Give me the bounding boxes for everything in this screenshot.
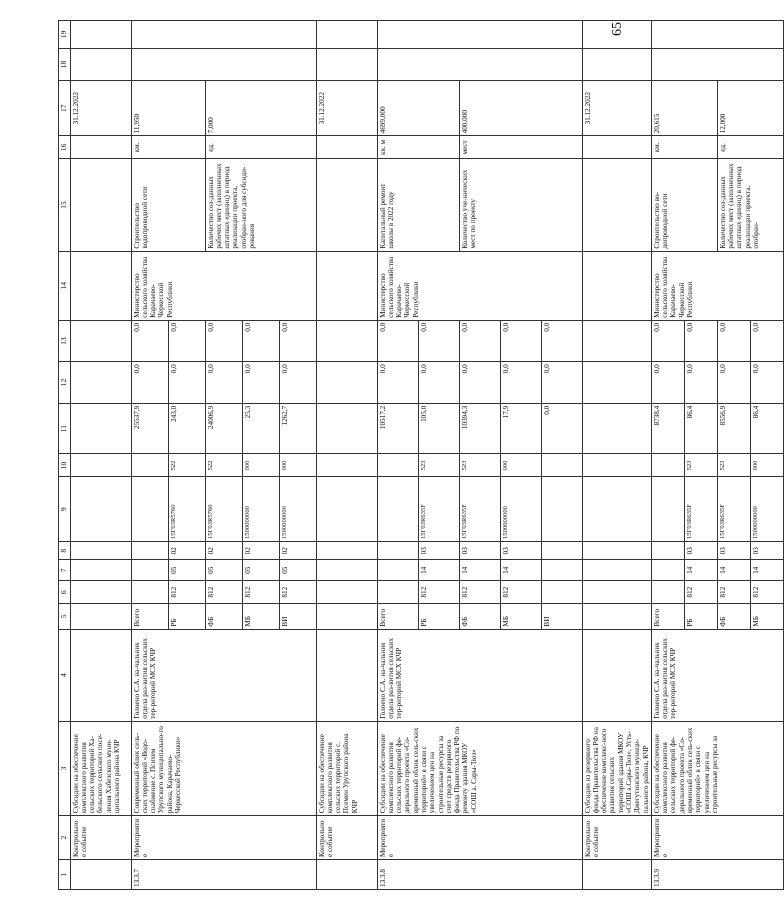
target-code-cell: 15Г03R635F (717, 477, 750, 542)
measure-description-cell: Субсидии на обеспечение комплексного развития сельских территорий фе-дерального проекта «Со-временный облик сель-ских территорий» в связи с увеличением цен на строительные ресурсы за счет средств резервного фонда Правительства РФ по ремонту здания МКОУ «СОШ а. Сары-Тюз» (377, 721, 582, 816)
empty-cell (70, 454, 131, 477)
ministry-cell: Министерство сельского хозяйства Карачаево-Черкесской Республики (377, 251, 582, 320)
col-header: 8 (59, 542, 71, 560)
budget-code-cell: 812 (242, 581, 279, 604)
budget-code-cell: 02 (205, 542, 242, 560)
budget-code-cell (651, 581, 684, 604)
budget-code-cell: 812 (418, 581, 459, 604)
finance-source-cell: ФБ (459, 604, 500, 629)
expense-type-cell: 000 (279, 454, 316, 477)
target-code-cell (131, 477, 168, 542)
expense-type-cell: 523 (684, 454, 717, 477)
row-number-cell (316, 860, 377, 890)
amount-cell: 0,0 (750, 320, 783, 361)
amount-cell: 0,0 (541, 403, 582, 454)
col-header: 13 (59, 320, 71, 361)
finance-source-cell: ВИ (541, 604, 582, 629)
empty-cell (70, 136, 131, 159)
budget-code-cell: 812 (684, 581, 717, 604)
empty-cell (316, 136, 377, 159)
empty-cell (131, 48, 316, 80)
empty-cell (582, 21, 651, 49)
col-header: 12 (59, 362, 71, 403)
amount-cell: 10517,2 (377, 403, 418, 454)
amount-cell: 0,0 (541, 362, 582, 403)
empty-cell (316, 159, 377, 251)
event-date-cell: 31.12.2022 (582, 81, 651, 136)
control-event-row (582, 21, 651, 890)
budget-code-cell: 05 (242, 560, 279, 581)
budget-code-cell: 03 (418, 542, 459, 560)
value-cell: 400,000 (459, 81, 582, 136)
finance-source-cell: Всего (651, 604, 684, 629)
expense-type-cell: 523 (717, 454, 750, 477)
budget-code-cell: 812 (459, 581, 500, 604)
empty-cell (316, 604, 377, 629)
col-header: 17 (59, 81, 71, 136)
empty-cell (582, 251, 651, 320)
target-code-cell (541, 477, 582, 542)
measure-number-cell: 13.3.8 (377, 860, 582, 890)
amount-cell: 8556,9 (717, 403, 750, 454)
expense-type-cell (131, 454, 168, 477)
empty-cell (316, 629, 377, 721)
finance-source-cell: ВИ (279, 604, 316, 629)
amount-cell: 0,0 (500, 362, 541, 403)
empty-cell (70, 403, 131, 454)
empty-cell (316, 21, 377, 49)
finance-source-cell: МБ (242, 604, 279, 629)
amount-cell: 0,0 (242, 362, 279, 403)
empty-cell (582, 477, 651, 542)
empty-cell (131, 21, 316, 49)
empty-cell (70, 581, 131, 604)
amount-cell: 0,0 (168, 362, 205, 403)
amount-cell: 1262,7 (279, 403, 316, 454)
value-cell: 7,000 (205, 81, 316, 136)
result-cell: Количество уче-нических мест по проекту (459, 159, 582, 251)
target-code-cell: 15Г03R5760 (168, 477, 205, 542)
finance-source-cell: МБ (750, 604, 783, 629)
finance-source-cell: ФБ (717, 604, 750, 629)
amount-cell: 0,0 (279, 362, 316, 403)
empty-cell (70, 604, 131, 629)
budget-code-cell (131, 542, 168, 560)
col-header: 7 (59, 560, 71, 581)
target-code-cell: 1500000000 (500, 477, 541, 542)
finance-source-cell: МБ (500, 604, 541, 629)
budget-code-cell: 02 (279, 542, 316, 560)
budget-code-cell: 02 (242, 542, 279, 560)
amount-cell: 105,0 (418, 403, 459, 454)
budget-code-cell: 03 (750, 542, 783, 560)
amount-cell: 0,0 (651, 320, 684, 361)
target-code-cell: 15Г03R635F (418, 477, 459, 542)
value-cell: 11,950 (131, 81, 205, 136)
amount-cell: 24006,9 (205, 403, 242, 454)
budget-code-cell: 14 (684, 560, 717, 581)
empty-cell (316, 477, 377, 542)
expense-type-cell (377, 454, 418, 477)
finance-source-cell: РБ (418, 604, 459, 629)
expense-type-cell (651, 454, 684, 477)
empty-cell (316, 581, 377, 604)
amount-cell: 0,0 (418, 362, 459, 403)
col-header: 15 (59, 159, 71, 251)
result-cell: Количество соз-данных рабочих мест (заполненных штатных единиц) в период реализации проекта, отобран- (717, 159, 783, 251)
budget-code-cell: 03 (500, 542, 541, 560)
budget-code-cell: 02 (168, 542, 205, 560)
executor-cell: Голоено С.А. на-чальник отдела раз-вития сельских тер-риторий МСХ КЧР (651, 629, 783, 721)
budget-code-cell: 03 (684, 542, 717, 560)
budget-code-cell (541, 542, 582, 560)
row-kind-cell: Контрольное событие (316, 816, 377, 860)
empty-cell (582, 320, 651, 361)
empty-cell (316, 251, 377, 320)
col-header: 4 (59, 629, 71, 721)
expense-type-cell: 000 (242, 454, 279, 477)
budget-code-cell (651, 560, 684, 581)
budget-code-cell (651, 542, 684, 560)
measure-finance-row (131, 21, 168, 890)
amount-cell: 0,0 (684, 362, 717, 403)
unit-cell: кв. м (377, 136, 459, 159)
event-date-cell: 31.12.2022 (316, 81, 377, 136)
target-code-cell (377, 477, 418, 542)
empty-cell (377, 48, 582, 80)
amount-cell: 86,4 (684, 403, 717, 454)
measure-description-cell: Современный облик сель-ских территорий «Водо-снабжение с. Психем Урупского муниципально-го района, Карачаево-Черкесской Республики» (131, 721, 316, 816)
control-event-row (70, 21, 131, 890)
target-code-cell: 1500000000 (279, 477, 316, 542)
amount-cell: 0,0 (205, 320, 242, 361)
amount-cell: 0,0 (131, 320, 168, 361)
empty-cell (582, 629, 651, 721)
budget-code-cell: 812 (279, 581, 316, 604)
empty-cell (651, 21, 783, 49)
budget-code-cell: 05 (279, 560, 316, 581)
empty-cell (316, 48, 377, 80)
empty-cell (70, 159, 131, 251)
finance-source-cell: РБ (168, 604, 205, 629)
budget-code-cell: 812 (750, 581, 783, 604)
budget-code-cell (377, 560, 418, 581)
unit-cell: км. (131, 136, 205, 159)
empty-cell (316, 362, 377, 403)
measure-description-cell: Субсидии на обеспечение комплексного развития сельских территорий фе-дерального проекта «Со-временный облик сель-ских территорий» в связи с увеличением цен на строительные ресурсы за (651, 721, 783, 816)
expense-type-cell: 522 (168, 454, 205, 477)
empty-cell (582, 454, 651, 477)
event-date-cell: 31.12.2022 (70, 81, 131, 136)
finance-source-cell: Всего (131, 604, 168, 629)
target-code-cell (651, 477, 684, 542)
finance-source-cell: Всего (377, 604, 418, 629)
amount-cell: 0,0 (459, 362, 500, 403)
amount-cell: 0,0 (377, 362, 418, 403)
empty-cell (582, 604, 651, 629)
unit-cell: ед. (205, 136, 316, 159)
plan-table (58, 20, 784, 890)
unit-cell: км. (651, 136, 717, 159)
amount-cell: 0,0 (541, 320, 582, 361)
amount-cell: 0,0 (242, 320, 279, 361)
result-cell: Строительство во-допроводной сети (651, 159, 717, 251)
col-header: 19 (59, 21, 71, 49)
expense-type-cell: 000 (750, 454, 783, 477)
budget-code-cell (377, 581, 418, 604)
value-cell: 12,000 (717, 81, 783, 136)
row-kind-cell: Мероприятие (651, 816, 783, 860)
event-description-cell: Субсидии на обеспечение комплексного развития сельских территорий с. Псемен Урупского района КЧР (316, 721, 377, 816)
amount-cell: 0,0 (717, 362, 750, 403)
target-code-cell: 15Г03R635F (684, 477, 717, 542)
expense-type-cell: 523 (459, 454, 500, 477)
empty-cell (70, 21, 131, 49)
empty-cell (582, 362, 651, 403)
target-code-cell: 15Г03R5760 (205, 477, 242, 542)
empty-cell (582, 159, 651, 251)
column-number-row (59, 21, 71, 890)
amount-cell: 10394,3 (459, 403, 500, 454)
unit-cell: ед. (717, 136, 783, 159)
budget-code-cell: 812 (500, 581, 541, 604)
empty-cell (316, 542, 377, 560)
empty-cell (70, 629, 131, 721)
row-kind-cell: Мероприятие (377, 816, 582, 860)
page-number: 65 (610, 22, 625, 36)
empty-cell (70, 320, 131, 361)
amount-cell: 0,0 (279, 320, 316, 361)
empty-cell (316, 320, 377, 361)
amount-cell: 0,0 (205, 362, 242, 403)
control-event-row (316, 21, 377, 890)
event-description-cell: Субсидии на обеспечение комплексного развития сельских территорий Ха-бельского сельского посе-ления Хабезского муни-ципального района КЧР (70, 721, 131, 816)
target-code-cell: 1500000000 (750, 477, 783, 542)
amount-cell: 25537,9 (131, 403, 168, 454)
measure-finance-row (651, 21, 684, 890)
event-description-cell: Субсидии из резервного фонда Правительства РФ на обеспечение комплекс-ного развития сельских территорий здания МКОУ «СОШ а.Сары-Тюз», Усть-Джегутинского муници-пального района, КЧР (582, 721, 651, 816)
expense-type-cell: 522 (205, 454, 242, 477)
unit-cell: мест (459, 136, 582, 159)
col-header: 5 (59, 604, 71, 629)
expense-type-cell (541, 454, 582, 477)
result-cell: Капитальный ремонт школы в 2022 году (377, 159, 459, 251)
target-code-cell: 1500000000 (242, 477, 279, 542)
measure-number-cell: 13.3.9 (651, 860, 783, 890)
budget-code-cell: 14 (418, 560, 459, 581)
amount-cell: 25,3 (242, 403, 279, 454)
value-cell: 4699,000 (377, 81, 459, 136)
amount-cell: 0,0 (459, 320, 500, 361)
budget-code-cell (131, 581, 168, 604)
empty-cell (70, 560, 131, 581)
amount-cell: 243,0 (168, 403, 205, 454)
empty-cell (582, 48, 651, 80)
budget-code-cell: 14 (459, 560, 500, 581)
amount-cell: 0,0 (500, 320, 541, 361)
empty-cell (377, 21, 582, 49)
row-number-cell (70, 860, 131, 890)
amount-cell: 0,0 (651, 362, 684, 403)
ministry-cell: Министерство сельского хозяйства Карачаево-Черкесской Республики (651, 251, 783, 320)
col-header: 14 (59, 251, 71, 320)
empty-cell (70, 251, 131, 320)
col-header: 16 (59, 136, 71, 159)
col-header: 11 (59, 403, 71, 454)
amount-cell: 0,0 (131, 362, 168, 403)
target-code-cell: 15Г03R635F (459, 477, 500, 542)
amount-cell: 0,0 (717, 320, 750, 361)
expense-type-cell: 523 (418, 454, 459, 477)
empty-cell (316, 454, 377, 477)
budget-code-cell (131, 560, 168, 581)
amount-cell: 8738,4 (651, 403, 684, 454)
empty-cell (70, 477, 131, 542)
value-cell: 20,615 (651, 81, 717, 136)
table-body (70, 21, 783, 890)
budget-code-cell: 14 (500, 560, 541, 581)
document-sheet (58, 20, 760, 890)
amount-cell: 0,0 (168, 320, 205, 361)
rotated-table-wrapper (58, 20, 760, 890)
row-kind-cell: Контрольное событие (582, 816, 651, 860)
budget-code-cell: 03 (717, 542, 750, 560)
executor-cell: Голоено С.А. на-чальник отдела раз-вития сельских тер-риторий МСХ КЧР (131, 629, 316, 721)
empty-cell (316, 560, 377, 581)
budget-code-cell (541, 560, 582, 581)
col-header: 18 (59, 48, 71, 80)
result-cell: Строительство водопроводной сети (131, 159, 205, 251)
col-header: 3 (59, 721, 71, 816)
row-kind-cell: Контрольное событие (70, 816, 131, 860)
budget-code-cell: 05 (205, 560, 242, 581)
empty-cell (651, 48, 783, 80)
empty-cell (70, 542, 131, 560)
col-header: 9 (59, 477, 71, 542)
empty-cell (582, 136, 651, 159)
empty-cell (582, 581, 651, 604)
amount-cell: 17,9 (500, 403, 541, 454)
amount-cell: 0,0 (377, 320, 418, 361)
budget-code-cell (377, 542, 418, 560)
empty-cell (582, 560, 651, 581)
col-header: 6 (59, 581, 71, 604)
col-header: 1 (59, 860, 71, 890)
result-cell: Количество соз-данных рабочих мест (заполненных штатных единиц) в период реализации проекта, отобран-ного для субсиди-рования (205, 159, 316, 251)
amount-cell: 0,0 (684, 320, 717, 361)
amount-cell: 0,0 (750, 362, 783, 403)
measure-number-cell: 13.3.7 (131, 860, 316, 890)
finance-source-cell: РБ (684, 604, 717, 629)
empty-cell (70, 48, 131, 80)
budget-code-cell: 03 (459, 542, 500, 560)
empty-cell (582, 542, 651, 560)
col-header: 10 (59, 454, 71, 477)
budget-code-cell: 812 (205, 581, 242, 604)
amount-cell: 86,4 (750, 403, 783, 454)
amount-cell: 0,0 (418, 320, 459, 361)
budget-code-cell (541, 581, 582, 604)
empty-cell (316, 403, 377, 454)
expense-type-cell: 000 (500, 454, 541, 477)
measure-finance-row (377, 21, 418, 890)
budget-code-cell: 14 (750, 560, 783, 581)
budget-code-cell: 05 (168, 560, 205, 581)
row-number-cell (582, 860, 651, 890)
ministry-cell: Министерство сельского хозяйства Карачаево-Черкесской Республики (131, 251, 316, 320)
row-kind-cell: Мероприятие (131, 816, 316, 860)
finance-source-cell: ФБ (205, 604, 242, 629)
col-header: 2 (59, 816, 71, 860)
empty-cell (582, 403, 651, 454)
executor-cell: Голоено С.А. на-чальник отдела раз-вития сельских тер-риторий МСХ КЧР (377, 629, 582, 721)
budget-code-cell: 14 (717, 560, 750, 581)
budget-code-cell: 812 (168, 581, 205, 604)
budget-code-cell: 812 (717, 581, 750, 604)
empty-cell (70, 362, 131, 403)
